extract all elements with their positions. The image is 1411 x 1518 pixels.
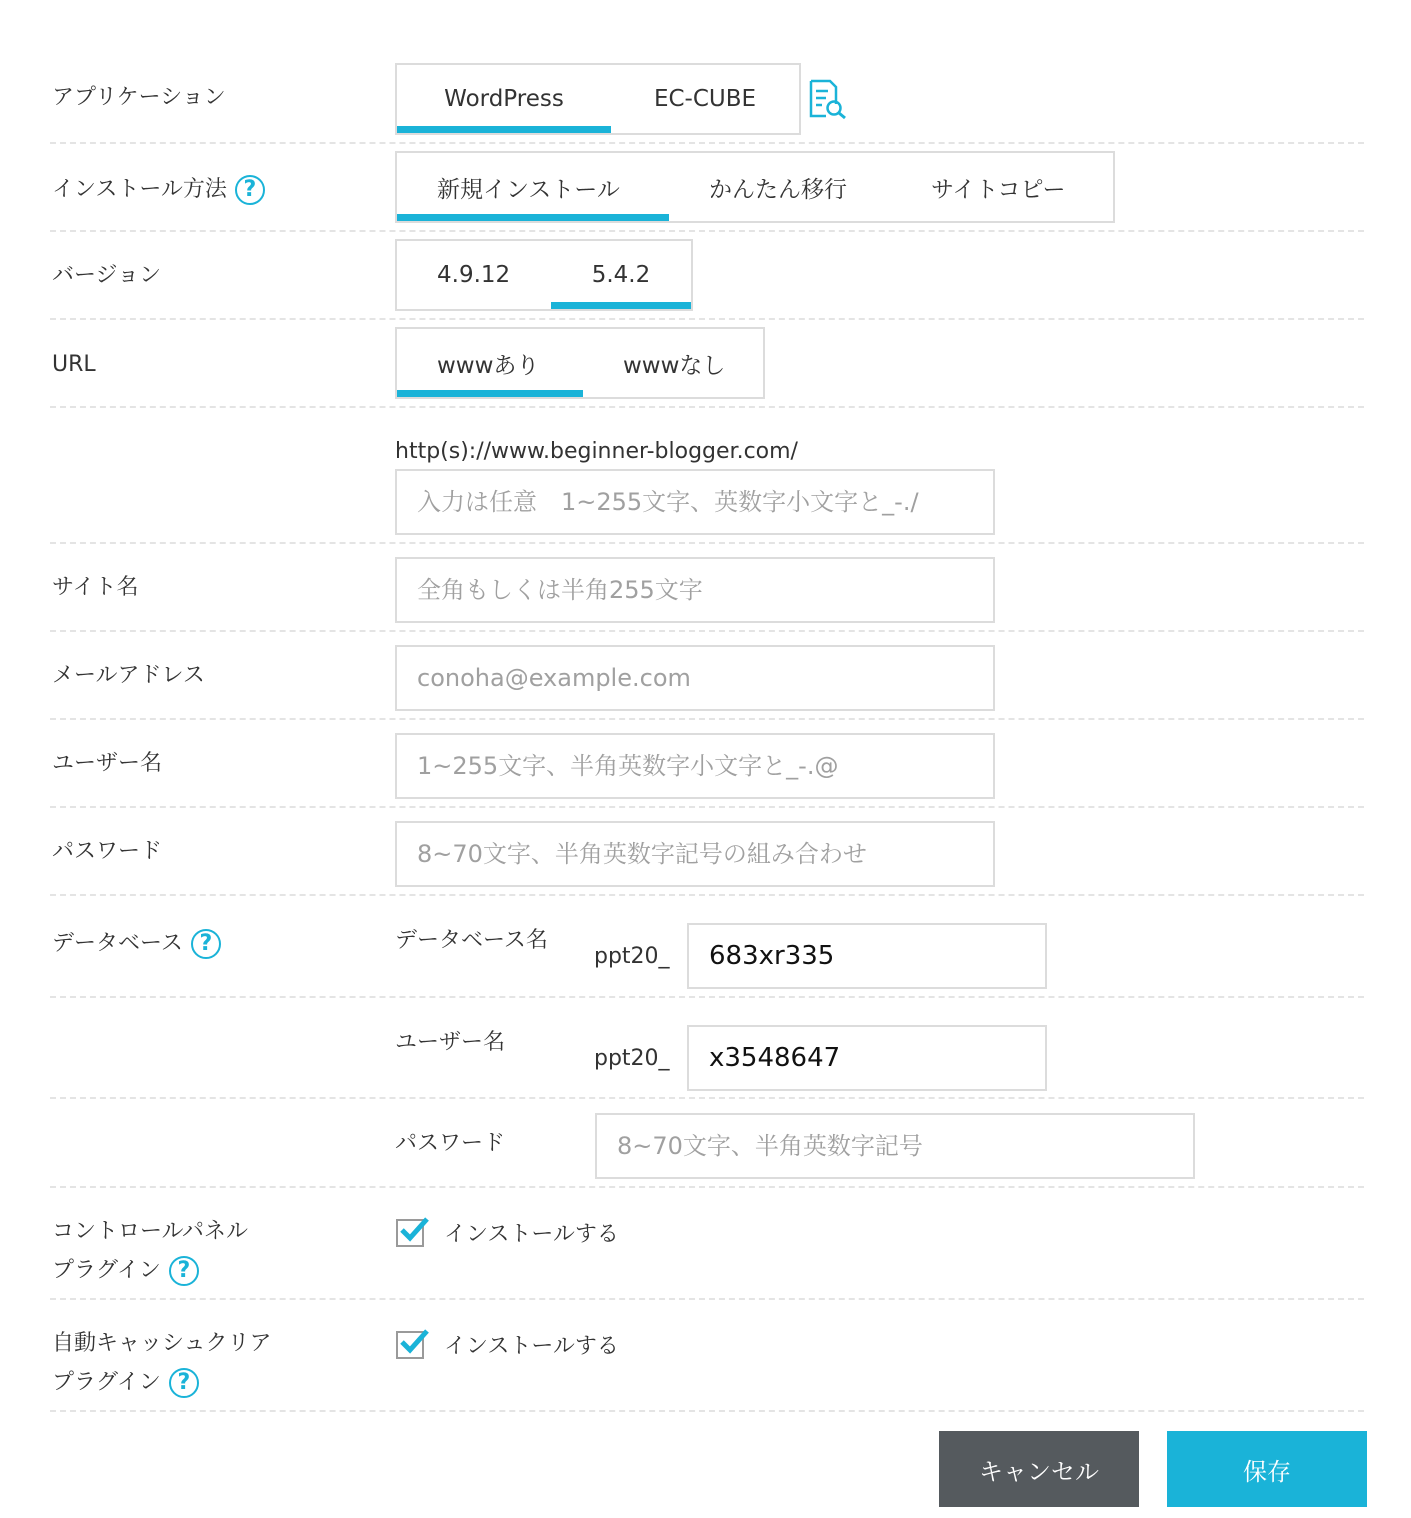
checkmark-icon bbox=[396, 1211, 432, 1247]
version-label: バージョン bbox=[52, 263, 162, 288]
control-panel-plugin-label-line2-wrap bbox=[52, 1256, 199, 1286]
save-button[interactable]: 保存 bbox=[1167, 1431, 1367, 1507]
tab-version-4-9-12[interactable]: 4.9.12 bbox=[437, 262, 511, 288]
divider bbox=[50, 1186, 1364, 1188]
application-label: アプリケーション bbox=[52, 85, 226, 110]
checkmark-icon bbox=[396, 1323, 432, 1359]
divider bbox=[50, 806, 1364, 808]
tab-easy-migration[interactable]: かんたん移行 bbox=[709, 176, 847, 203]
cancel-button[interactable]: キャンセル bbox=[939, 1431, 1139, 1507]
install-method-label bbox=[52, 175, 265, 205]
url-path-input[interactable] bbox=[395, 469, 995, 535]
db-password-input[interactable] bbox=[595, 1113, 1195, 1179]
username-label: ユーザー名 bbox=[52, 751, 163, 776]
db-name-label: データベース名 bbox=[395, 928, 548, 953]
site-name-input[interactable] bbox=[395, 557, 995, 623]
control-panel-plugin-checkbox-label: インストールする bbox=[444, 1222, 619, 1247]
auto-cache-plugin-checkbox[interactable] bbox=[396, 1331, 424, 1359]
auto-cache-plugin-checkbox-label: インストールする bbox=[444, 1334, 619, 1359]
help-icon[interactable]: ? bbox=[169, 1256, 199, 1286]
auto-cache-plugin-label-line1: 自動キャッシュクリア bbox=[52, 1331, 272, 1356]
divider bbox=[50, 142, 1364, 144]
divider bbox=[50, 230, 1364, 232]
divider bbox=[50, 1298, 1364, 1300]
auto-cache-plugin-checkbox-row[interactable] bbox=[396, 1329, 619, 1360]
tab-new-install[interactable]: 新規インストール bbox=[397, 153, 669, 221]
tab-with-www[interactable]: wwwあり bbox=[397, 329, 583, 397]
auto-cache-plugin-label-line2: プラグイン bbox=[52, 1370, 161, 1395]
help-icon[interactable]: ? bbox=[235, 175, 265, 205]
db-user-label: ユーザー名 bbox=[395, 1030, 506, 1055]
document-search-icon[interactable] bbox=[808, 78, 848, 120]
url-prefix: http(s)://www.beginner-blogger.com/ bbox=[395, 439, 798, 464]
tab-wordpress[interactable]: WordPress bbox=[397, 65, 611, 133]
db-user-prefix: ppt20_ bbox=[594, 1046, 670, 1071]
url-tabs bbox=[395, 327, 765, 399]
divider bbox=[50, 1410, 1364, 1412]
db-password-label: パスワード bbox=[395, 1131, 506, 1156]
divider bbox=[50, 1097, 1364, 1099]
username-input[interactable] bbox=[395, 733, 995, 799]
database-label bbox=[52, 929, 221, 959]
tab-site-copy[interactable]: サイトコピー bbox=[931, 176, 1066, 203]
db-user-input[interactable] bbox=[687, 1025, 1047, 1091]
db-name-prefix: ppt20_ bbox=[594, 944, 670, 969]
tab-ec-cube[interactable]: EC-CUBE bbox=[653, 86, 757, 112]
help-icon[interactable]: ? bbox=[169, 1368, 199, 1398]
divider bbox=[50, 318, 1364, 320]
db-name-input[interactable] bbox=[687, 923, 1047, 989]
email-label: メールアドレス bbox=[52, 663, 205, 688]
divider bbox=[50, 406, 1364, 408]
divider bbox=[50, 894, 1364, 896]
control-panel-plugin-checkbox-row[interactable] bbox=[396, 1217, 619, 1248]
version-tabs bbox=[395, 239, 693, 311]
install-method-label-text: インストール方法 bbox=[52, 177, 227, 202]
tab-version-5-4-2[interactable]: 5.4.2 bbox=[551, 241, 691, 309]
email-input[interactable] bbox=[395, 645, 995, 711]
control-panel-plugin-checkbox[interactable] bbox=[396, 1219, 424, 1247]
help-icon[interactable]: ? bbox=[191, 929, 221, 959]
tab-without-www[interactable]: wwwなし bbox=[623, 352, 726, 379]
auto-cache-plugin-label-line2-wrap bbox=[52, 1368, 199, 1398]
database-label-text: データベース bbox=[52, 931, 183, 956]
divider bbox=[50, 542, 1364, 544]
control-panel-plugin-label-line1: コントロールパネル bbox=[52, 1219, 249, 1244]
control-panel-plugin-label-line2: プラグイン bbox=[52, 1258, 161, 1283]
password-label: パスワード bbox=[52, 839, 163, 864]
site-name-label: サイト名 bbox=[52, 575, 139, 600]
divider bbox=[50, 630, 1364, 632]
url-label: URL bbox=[52, 352, 96, 377]
install-method-tabs bbox=[395, 151, 1115, 223]
password-input[interactable] bbox=[395, 821, 995, 887]
divider bbox=[50, 996, 1364, 998]
divider bbox=[50, 718, 1364, 720]
application-tabs bbox=[395, 63, 801, 135]
